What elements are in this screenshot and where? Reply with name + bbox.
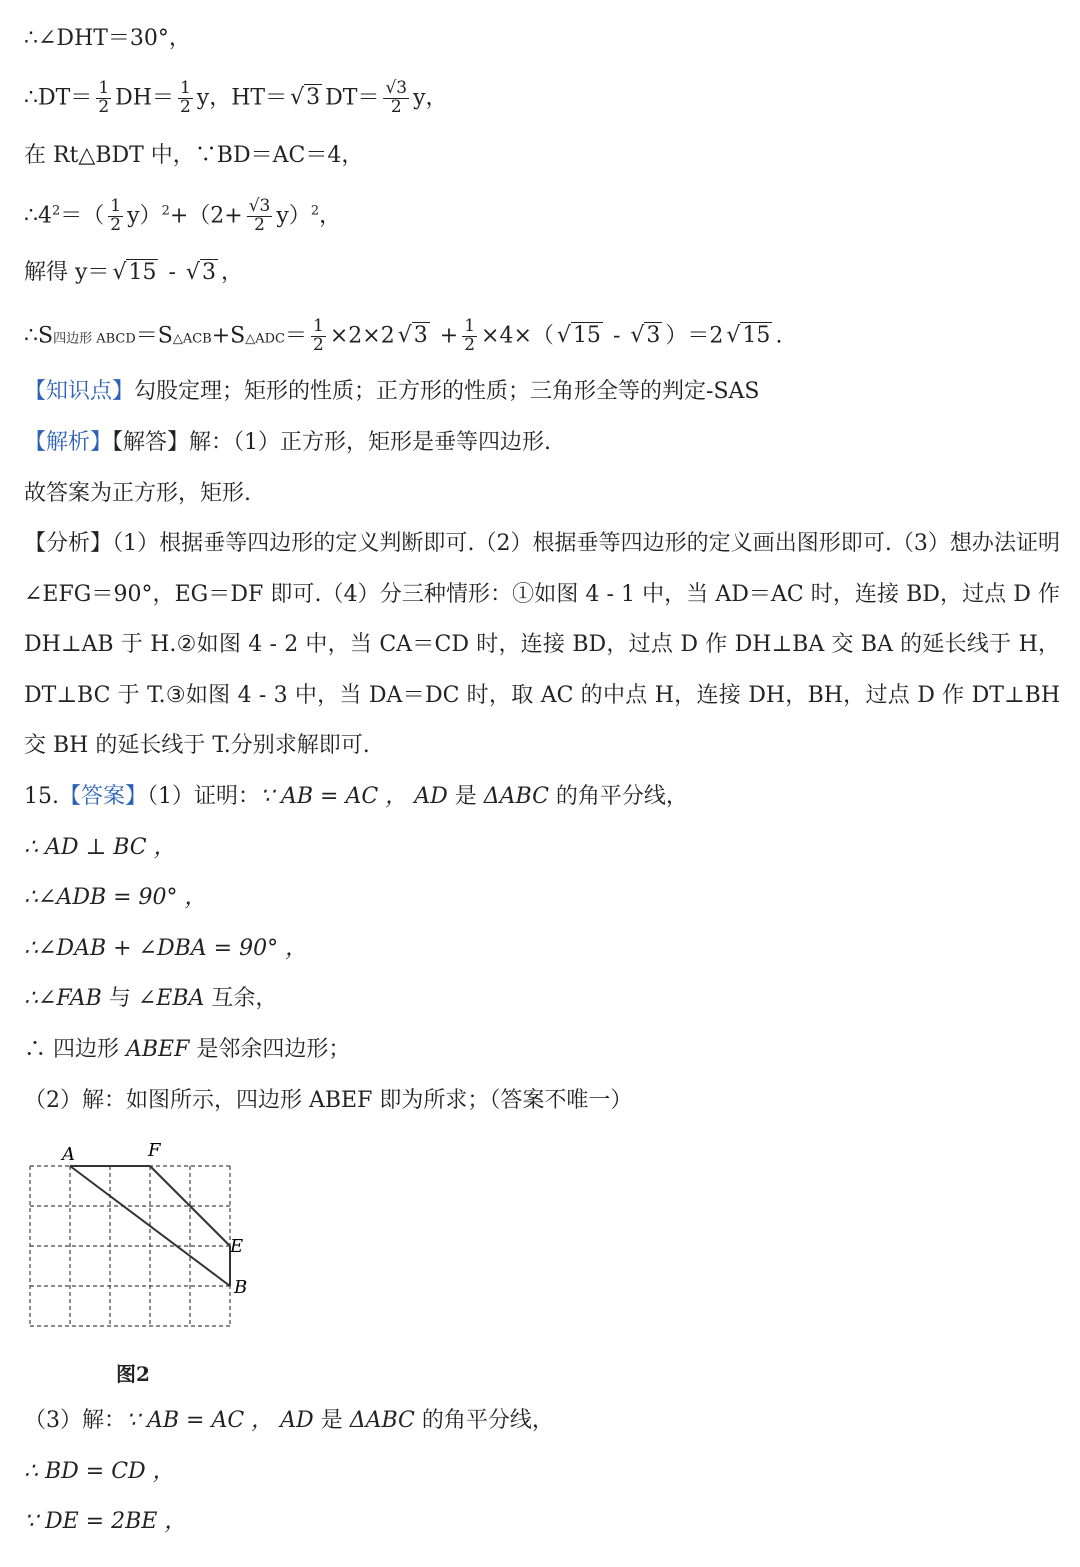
fraction: $\frac{√3}{2}$: [248, 196, 271, 235]
line-equation: $\therefore 4^2=$（ $\frac{1}{2}$ y）$^2$+（2+ $\frac{√3}{2}$ y）$^2$，: [24, 196, 342, 235]
line-angle-sum: ∴∠DAB + ∠DBA = 90° ，: [24, 936, 308, 961]
grid-figure: [24, 1138, 254, 1338]
line-area: ∴S四边形 ABCD＝S△ACB+S△ADC＝ $\frac{1}{2}$ ×2×2 √3 + $\frac{1}{2}$ ×4×（ √15 - √3 ）＝2 √15 .: [24, 316, 783, 355]
label-b: B: [234, 1277, 248, 1298]
line-bd-cd: ∴ BD = CD ，: [24, 1459, 175, 1484]
line-de-2be: ∵ DE = 2BE ，: [24, 1509, 187, 1534]
analysis-paragraph: 【分析】（1）根据垂等四边形的定义判断即可.（2）根据垂等四边形的定义画出图形即可.（3）想办法证明∠EFG＝90°，EG＝DF 即可.（4）分三种情形：①如图 4 - 1 中，当 AD＝AC 时，连接 BD，过点 D 作 DH⊥AB 于 H.②如图 4 - 2 中，当 CA＝CD 时，连接 BD，过点 D 作 DH⊥BA 交 BA 的延长线于 H，DT⊥BC 于 T.③如图 4 - 3 中，当 DA＝DC 时，取 AC 的中点 H，连接 DH，BH，过点 D 作 DT⊥BH 交 BH 的延长线于 T.分别求解即可.: [24, 531, 1060, 758]
analysis-label: 【分析】: [24, 531, 113, 556]
knowledge-tag: 【知识点】: [24, 379, 135, 404]
sqrt: √15: [112, 260, 157, 285]
analysis-tag: 【解析】: [24, 430, 113, 455]
line-part2: （2）解：如图所示，四边形 ABEF 即为所求；（答案不唯一）: [24, 1088, 633, 1113]
fraction: $\frac{1}{2}$: [464, 316, 476, 355]
sqrt: √3: [290, 85, 321, 111]
figure-caption: 图2: [116, 1362, 150, 1386]
label-a: A: [62, 1144, 75, 1165]
sqrt: √3: [397, 323, 428, 349]
answer-tag: 【解答】: [112, 430, 190, 455]
fraction: $\frac{1}{2}$: [98, 78, 110, 117]
answer-tag: 【答案】: [59, 784, 148, 809]
line-part3: （3）解：∵ AB = AC ， AD 是 ΔABC 的角平分线，: [24, 1408, 554, 1433]
fraction: $\frac{√3}{2}$: [385, 78, 408, 117]
fraction: $\frac{1}{2}$: [313, 316, 324, 355]
line-conclusion: 故答案为正方形，矩形.: [24, 481, 251, 506]
fraction: $\frac{1}{2}$: [179, 78, 191, 117]
line-q15-proof: 15.【答案】（1）证明：∵ AB = AC ， AD 是 ΔABC 的角平分线，: [24, 784, 688, 809]
sqrt: √15: [556, 323, 601, 349]
sqrt: √15: [726, 323, 771, 349]
line-ad-perp-bc: ∴ AD ⊥ BC ，: [24, 835, 176, 860]
label-e: E: [230, 1236, 244, 1257]
line-rt-bdt: 在 Rt△BDT 中，∵BD＝AC＝4，: [24, 143, 364, 168]
label-f: F: [148, 1140, 161, 1161]
sqrt: √3: [630, 323, 661, 349]
line-dt-ht: ∴DT＝ $\frac{1}{2}$ DH＝ $\frac{1}{2}$ y，HT＝ √3 DT＝ $\frac{√3}{2}$ y，: [24, 78, 448, 117]
line-knowledge-points: 【知识点】勾股定理；矩形的性质；正方形的性质；三角形全等的判定-SAS: [24, 379, 760, 404]
line-analysis-answer: 【解析】【解答】解：（1）正方形，矩形是垂等四边形.: [24, 430, 552, 455]
line-quadrilateral: ∴ 四边形 ABEF 是邻余四边形；: [24, 1037, 351, 1062]
line-angle-adb: ∴∠ADB = 90° ，: [24, 885, 207, 910]
sqrt: √3: [185, 260, 216, 285]
fraction: $\frac{1}{2}$: [110, 196, 122, 235]
dashed-grid: [30, 1166, 230, 1326]
line-complementary: ∴∠FAB 与 ∠EBA 互余，: [24, 986, 278, 1011]
line-angle-dht: ∴∠DHT＝30°，: [24, 26, 191, 51]
line-solve-y: 解得 y＝ √15 - √3 ，: [24, 260, 243, 285]
